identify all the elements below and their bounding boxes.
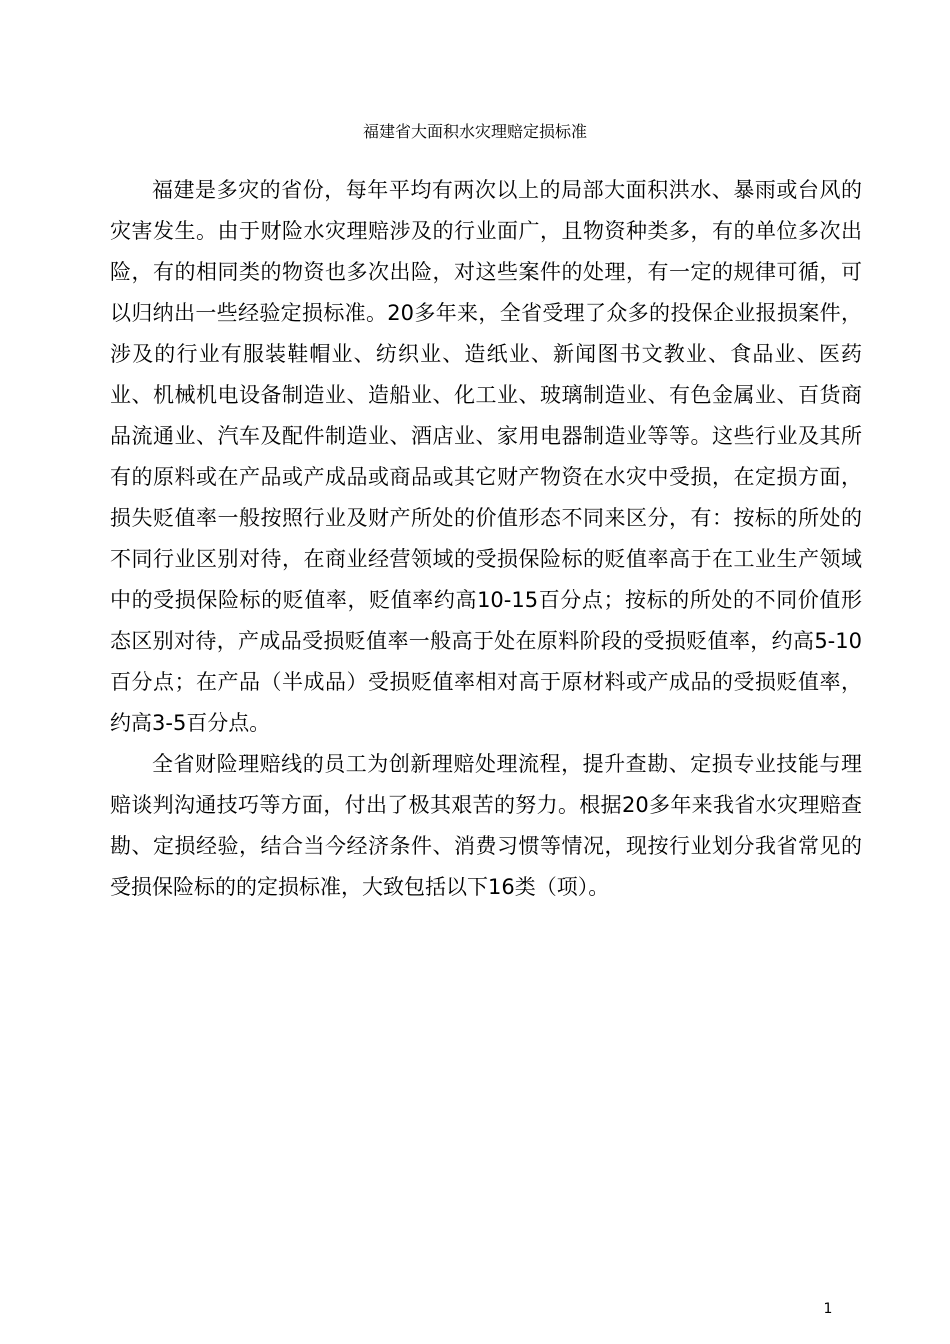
paragraph-summary: 全省财险理赔线的员工为创新理赔处理流程，提升查勘、定损专业技能与理赔谈判沟通技巧等方面，付出了极其艰苦的努力。根据20多年来我省水灾理赔查勘、定损经验，结合当今经济条件、消费习惯等情况，现按行业划分我省常见的受损保险标的的定损标准，大致包括以下16类（项）。 bbox=[110, 752, 862, 899]
document-body bbox=[110, 170, 862, 908]
page-number: 1 bbox=[823, 1301, 833, 1317]
paragraph-intro: 福建是多灾的省份，每年平均有两次以上的局部大面积洪水、暴雨或台风的灾害发生。由于财险水灾理赔涉及的行业面广，且物资种类多，有的单位多次出险，有的相同类的物资也多次出险，对这些案件的处理，有一定的规律可循，可以归纳出一些经验定损标准。20多年来，全省受理了众多的投保企业报损案件，涉及的行业有服装鞋帽业、纺织业、造纸业、新闻图书文教业、食品业、医药业、机械机电设备制造业、造船业、化工业、玻璃制造业、有色金属业、百货商品流通业、汽车及配件制造业、酒店业、家用电器制造业等等。这些行业及其所有的原料或在产品或产成品或商品或其它财产物资在水灾中受损，在定损方面，损失贬值率一般按照行业及财产所处的价值形态不同来区分，有：按标的所处的不同行业区别对待，在商业经营领域的受损保险标的贬值率高于在工业生产领域中的受损保险标的贬值率，贬值率约高10-15百分点；按标的所处的不同价值形态区别对待，产成品受损贬值率一般高于处在原料阶段的受损贬值率，约高5-10百分点；在产品（半成品）受损贬值率相对高于原材料或产成品的受损贬值率，约高3-5百分点。 bbox=[110, 178, 862, 735]
document-title: 福建省大面积水灾理赔定损标准 bbox=[362, 122, 587, 141]
